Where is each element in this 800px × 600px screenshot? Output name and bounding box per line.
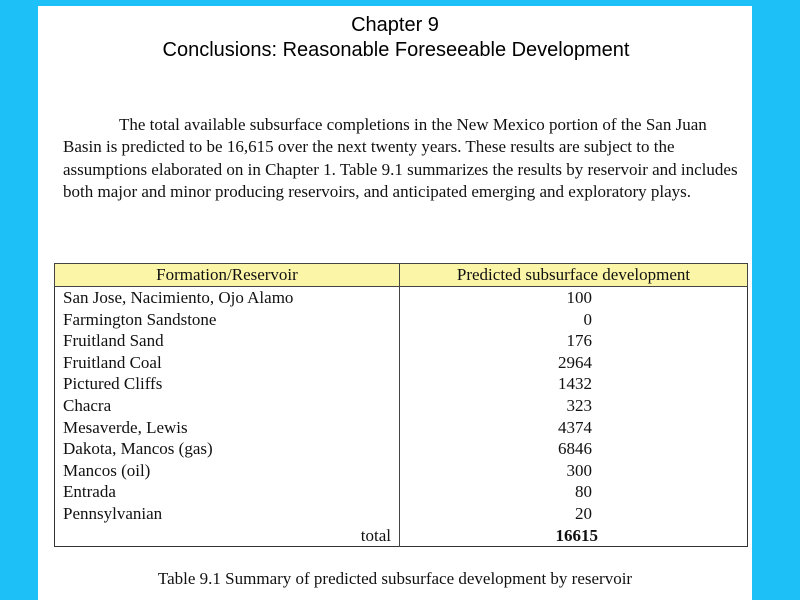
predicted-value-cell: 20 — [575, 503, 592, 523]
reservoir-name-cell: Farmington Sandstone — [55, 309, 400, 331]
chapter-title: Conclusions: Reasonable Foreseeable Development — [162, 39, 630, 61]
predicted-value-cell: 176 — [566, 331, 592, 351]
predicted-value-cell: 323 — [566, 395, 592, 415]
chapter-heading: Chapter 9 — [351, 14, 439, 36]
table-row — [55, 417, 748, 439]
table-row — [55, 309, 748, 331]
table-caption: Table 9.1 Summary of predicted subsurface development by reservoir — [157, 569, 633, 588]
predicted-value-cell: 2964 — [558, 352, 592, 372]
table-total-row — [55, 525, 748, 547]
predicted-value-cell: 100 — [566, 288, 592, 307]
header-formation: Formation/Reservoir — [55, 264, 400, 287]
table-row — [55, 287, 748, 309]
predicted-value-cell: 6846 — [558, 439, 592, 459]
table-row — [55, 373, 748, 395]
header-predicted: Predicted subsurface development — [400, 264, 748, 287]
reservoir-name-cell: Pictured Cliffs — [55, 373, 400, 395]
reservoir-name-cell: Dakota, Mancos (gas) — [55, 438, 400, 460]
reservoir-name-cell: Mesaverde, Lewis — [55, 417, 400, 439]
table-row — [55, 330, 748, 352]
total-value-cell: 16615 — [555, 525, 598, 545]
reservoir-name-cell: Entrada — [55, 481, 400, 503]
document-page — [38, 6, 752, 600]
reservoir-name-cell: Chacra — [55, 395, 400, 417]
reservoir-name-cell: Mancos (oil) — [55, 460, 400, 482]
reservoir-table — [54, 263, 748, 547]
predicted-value-cell: 0 — [583, 309, 592, 329]
total-label-cell: total — [55, 525, 400, 547]
table-row — [55, 481, 748, 503]
reservoir-name-cell: Fruitland Coal — [55, 352, 400, 374]
intro-paragraph-text: The total available subsurface completions in the New Mexico portion of the San Juan Basin is predicted to be 16,615 over the next twenty years. These results are subject to the assumptions elaborated on in Chapter 1. Table 9.1 summarizes the results by reservoir and includes both major and minor producing reservoirs, and anticipated emerging and exploratory plays. — [63, 115, 738, 201]
table-row — [55, 352, 748, 374]
predicted-value-cell: 300 — [566, 460, 592, 480]
table-body — [55, 287, 748, 547]
table-row — [55, 395, 748, 417]
table-row — [55, 438, 748, 460]
table-header-row — [55, 264, 748, 287]
reservoir-name-cell: Pennsylvanian — [55, 503, 400, 525]
intro-paragraph — [63, 114, 743, 203]
table-row — [55, 460, 748, 482]
reservoir-name-cell: San Jose, Nacimiento, Ojo Alamo — [55, 287, 400, 309]
table-row — [55, 503, 748, 525]
predicted-value-cell: 4374 — [558, 417, 592, 437]
predicted-value-cell: 1432 — [558, 374, 592, 394]
reservoir-name-cell: Fruitland Sand — [55, 330, 400, 352]
predicted-value-cell: 80 — [575, 482, 592, 502]
